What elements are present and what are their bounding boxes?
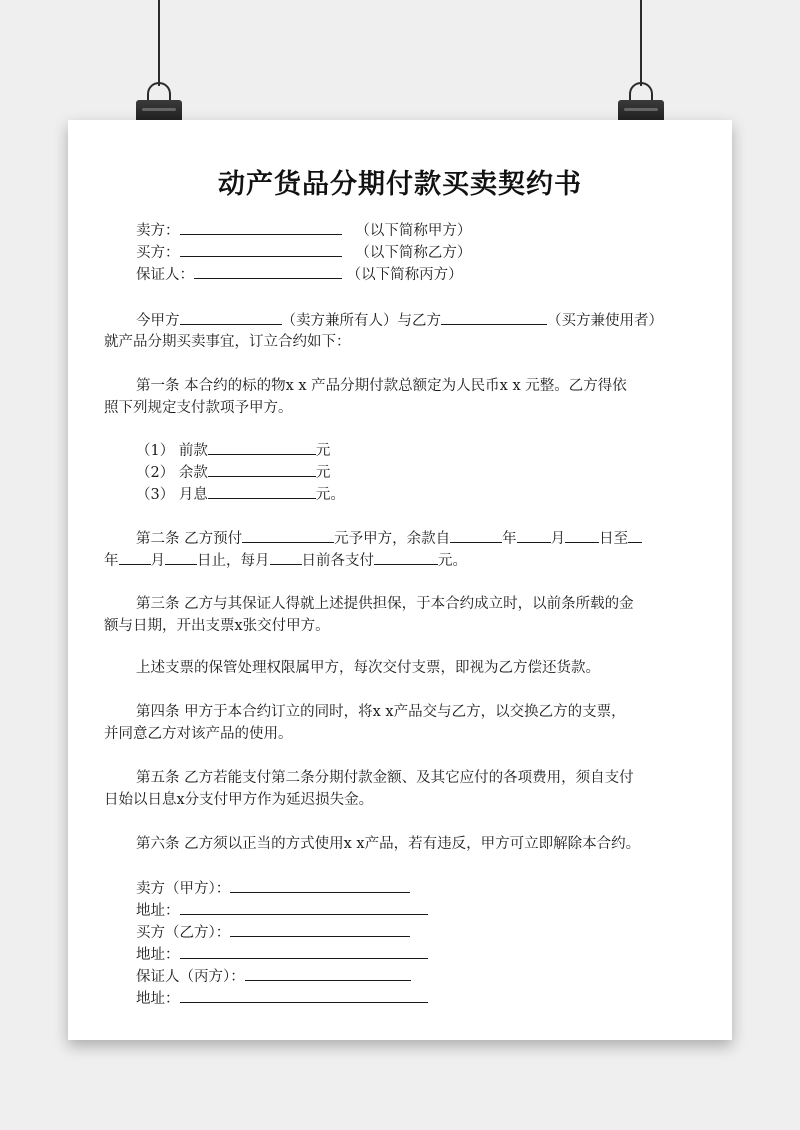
article-2-line-1: [136, 528, 642, 549]
blank-field: [180, 988, 428, 1003]
article-text: 日止，每月: [197, 553, 270, 569]
blank-field: [441, 310, 547, 325]
blank-field: [242, 528, 334, 543]
article-text: 年: [104, 553, 119, 569]
signature-label: 地址：: [136, 947, 180, 963]
article-1-line-2: 照下列规定支付款项予甲方。: [104, 400, 293, 416]
article-4-line-1: 第四条 甲方于本合约订立的同时，将x x产品交与乙方，以交换乙方的支票，: [136, 704, 626, 720]
blank-field: [245, 966, 411, 981]
party-buyer-line: [136, 242, 471, 263]
party-label: 卖方：: [136, 223, 180, 239]
signature-buyer: [136, 922, 410, 943]
party-guarantor-line: [136, 264, 463, 285]
article-text: 第二条 乙方预付: [136, 531, 243, 547]
blank-field: [230, 878, 410, 893]
article-6: 第六条 乙方须以正当的方式使用x x产品，若有违反，甲方可立即解除本合约。: [136, 836, 641, 852]
blank-field: [180, 900, 428, 915]
left-hanging-wire: [158, 0, 160, 86]
party-note: （以下简称甲方）: [355, 223, 472, 239]
payment-label: （3） 月息: [136, 487, 208, 503]
blank-field: [180, 944, 428, 959]
article-1-line-1: 第一条 本合约的标的物x x 产品分期付款总额定为人民币x x 元整。乙方得依: [136, 378, 627, 394]
article-2-line-2: [104, 550, 467, 571]
signature-buyer-address: [136, 944, 428, 965]
document-title: 动产货品分期付款买卖契约书: [218, 169, 582, 200]
party-label: 买方：: [136, 245, 180, 261]
blank-field: [374, 550, 438, 565]
article-text: 日前各支付: [301, 553, 374, 569]
blank-field: [208, 462, 316, 477]
article-text: 月: [150, 553, 165, 569]
signature-label: 地址：: [136, 903, 180, 919]
party-label: 保证人：: [136, 267, 194, 283]
article-text: 月: [550, 531, 566, 547]
party-note: （以下简称丙方）: [346, 267, 463, 283]
blank-field: [628, 528, 642, 543]
payment-label: （1） 前款: [136, 443, 208, 459]
intro-text: （买方兼使用者）: [547, 313, 663, 329]
article-text: 日至: [599, 531, 629, 547]
payment-unit: 元: [315, 443, 331, 459]
party-seller-line: [136, 220, 471, 241]
blank-field: [270, 550, 302, 565]
article-text: 元予甲方，余款自: [334, 531, 451, 547]
blank-field: [208, 484, 316, 499]
signature-label: 卖方（甲方）：: [136, 881, 231, 897]
intro-text: 今甲方: [136, 313, 180, 329]
blank-field: [119, 550, 151, 565]
signature-label: 地址：: [136, 991, 180, 1007]
signature-guarantor-address: [136, 988, 428, 1009]
payment-unit: 元。: [315, 487, 345, 503]
blank-field: [208, 440, 316, 455]
blank-field: [517, 528, 551, 543]
cheque-note: 上述支票的保管处理权限属甲方，每次交付支票，即视为乙方偿还货款。: [136, 660, 600, 676]
blank-field: [450, 528, 502, 543]
article-text: 元。: [438, 553, 467, 569]
party-note: （以下简称乙方）: [355, 245, 472, 261]
payment-item: [136, 484, 345, 505]
article-4-line-2: 并同意乙方对该产品的使用。: [104, 726, 293, 742]
contract-paper: [68, 120, 732, 1040]
signature-guarantor: [136, 966, 411, 987]
blank-field: [565, 528, 599, 543]
blank-field: [180, 310, 282, 325]
blank-field: [194, 264, 342, 279]
signature-seller-address: [136, 900, 428, 921]
article-5-line-2: 日始以日息x分支付甲方作为延迟损失金。: [104, 792, 374, 808]
intro-text: （卖方兼所有人）与乙方: [281, 313, 441, 329]
right-hanging-wire: [640, 0, 642, 86]
article-5-line-1: 第五条 乙方若能支付第二条分期付款金额、及其它应付的各项费用，须自支付: [136, 770, 634, 786]
signature-label: 保证人（丙方）：: [136, 969, 245, 985]
blank-field: [180, 220, 342, 235]
payment-label: （2） 余款: [136, 465, 208, 481]
intro-line-1: [136, 310, 663, 331]
signature-label: 买方（乙方）：: [136, 925, 231, 941]
payment-item: [136, 462, 330, 483]
article-3-line-1: 第三条 乙方与其保证人得就上述提供担保，于本合约成立时，以前条所载的金: [136, 596, 634, 612]
blank-field: [180, 242, 342, 257]
article-text: 年: [502, 531, 517, 547]
payment-unit: 元: [315, 465, 331, 481]
intro-line-2: 就产品分期买卖事宜，订立合约如下：: [104, 334, 351, 350]
blank-field: [165, 550, 197, 565]
blank-field: [230, 922, 410, 937]
payment-item: [136, 440, 330, 461]
signature-seller: [136, 878, 410, 899]
article-3-line-2: 额与日期，开出支票x张交付甲方。: [104, 618, 330, 634]
